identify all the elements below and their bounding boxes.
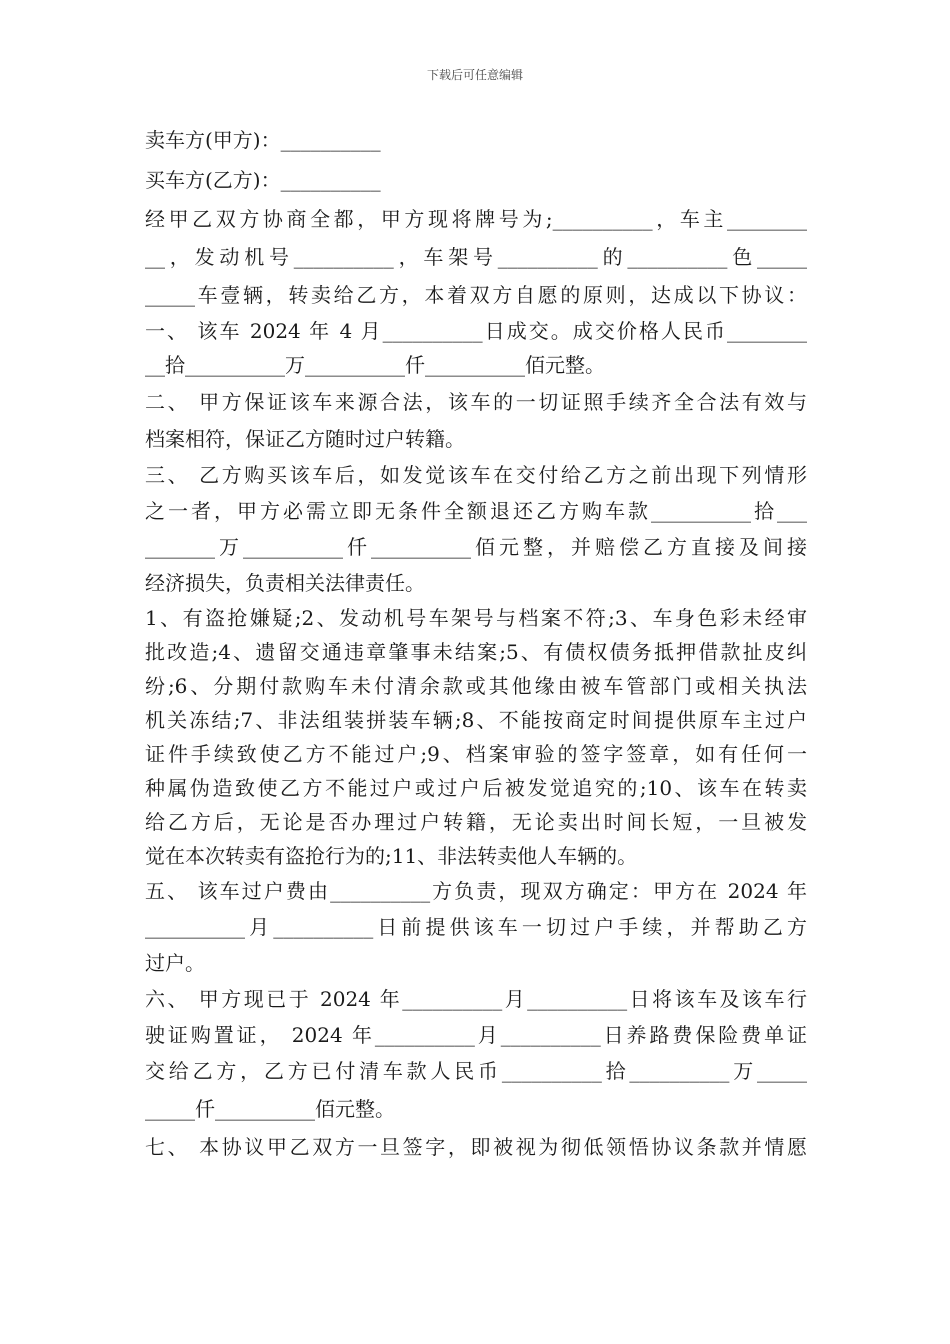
text-line: 三、 乙方购买该车后，如发觉该车在交付给乙方之前出现下列情形: [145, 463, 807, 487]
text-line: 驶证购置证， 2024 年__________月__________日养路费保险费单证: [145, 1023, 807, 1047]
text-line: 五、 该车过户费由__________方负责，现双方确定：甲方在 2024 年: [145, 879, 807, 903]
text-line: __，发动机号__________，车架号__________的__________色_____: [145, 245, 807, 269]
text-line: 机关冻结;7、非法组装拼装车辆;8、不能按商定时间提供原车主过户: [145, 708, 807, 732]
text-line: 经甲乙双方协商全都，甲方现将牌号为;__________，车主________: [145, 207, 807, 231]
text-line: 买车方(乙方)：__________: [145, 168, 381, 192]
text-line: 卖车方(甲方)：__________: [145, 128, 381, 152]
text-line: 过户。: [145, 951, 205, 975]
text-line: 1、有盗抢嫌疑;2、发动机号车架号与档案不符;3、车身色彩未经审: [145, 606, 807, 630]
text-line: 给乙方后，无论是否办理过户转籍，无论卖出时间长短，一旦被发: [145, 810, 807, 834]
text-line: _____仟__________佰元整。: [145, 1097, 395, 1121]
text-line: 之一者，甲方必需立即无条件全额退还乙方购车款__________拾___: [145, 499, 807, 523]
text-line: 觉在本次转卖有盗抢行为的;11、非法转卖他人车辆的。: [145, 844, 638, 868]
text-line: __________月__________日前提供该车一切过户手续，并帮助乙方: [145, 915, 807, 939]
text-line: 二、 甲方保证该车来源合法，该车的一切证照手续齐全合法有效与: [145, 390, 807, 414]
contract-body: [145, 120, 807, 1165]
text-line: 一、 该车 2024 年 4 月__________日成交。成交价格人民币________: [145, 319, 807, 343]
text-line: 证件手续致使乙方不能过户;9、档案审验的签字签章，如有任何一: [145, 742, 807, 766]
text-line: 七、 本协议甲乙双方一旦签字，即被视为彻低领悟协议条款并情愿: [145, 1135, 807, 1159]
text-line: 批改造;4、遗留交通违章肇事未结案;5、有债权债务抵押借款扯皮纠: [145, 640, 807, 664]
text-line: 种属伪造致使乙方不能过户或过户后被发觉追究的;10、该车在转卖: [145, 776, 807, 800]
text-line: 经济损失，负责相关法律责任。: [145, 571, 425, 595]
text-line: __拾__________万__________仟__________佰元整。: [145, 353, 605, 377]
text-line: _____车壹辆，转卖给乙方，本着双方自愿的原则，达成以下协议：: [145, 283, 807, 307]
page-header: 下载后可任意编辑: [426, 68, 523, 82]
text-line: 纷;6、分期付款购车未付清余款或其他缘由被车管部门或相关执法: [145, 674, 807, 698]
text-line: 六、 甲方现已于 2024 年__________月__________日将该车及该车行: [145, 987, 807, 1011]
text-line: 交给乙方，乙方已付清车款人民币__________拾__________万_____: [145, 1059, 807, 1083]
text-line: _______万__________仟__________佰元整，并赔偿乙方直接及间接: [145, 535, 807, 559]
text-line: 档案相符，保证乙方随时过户转籍。: [145, 427, 465, 451]
